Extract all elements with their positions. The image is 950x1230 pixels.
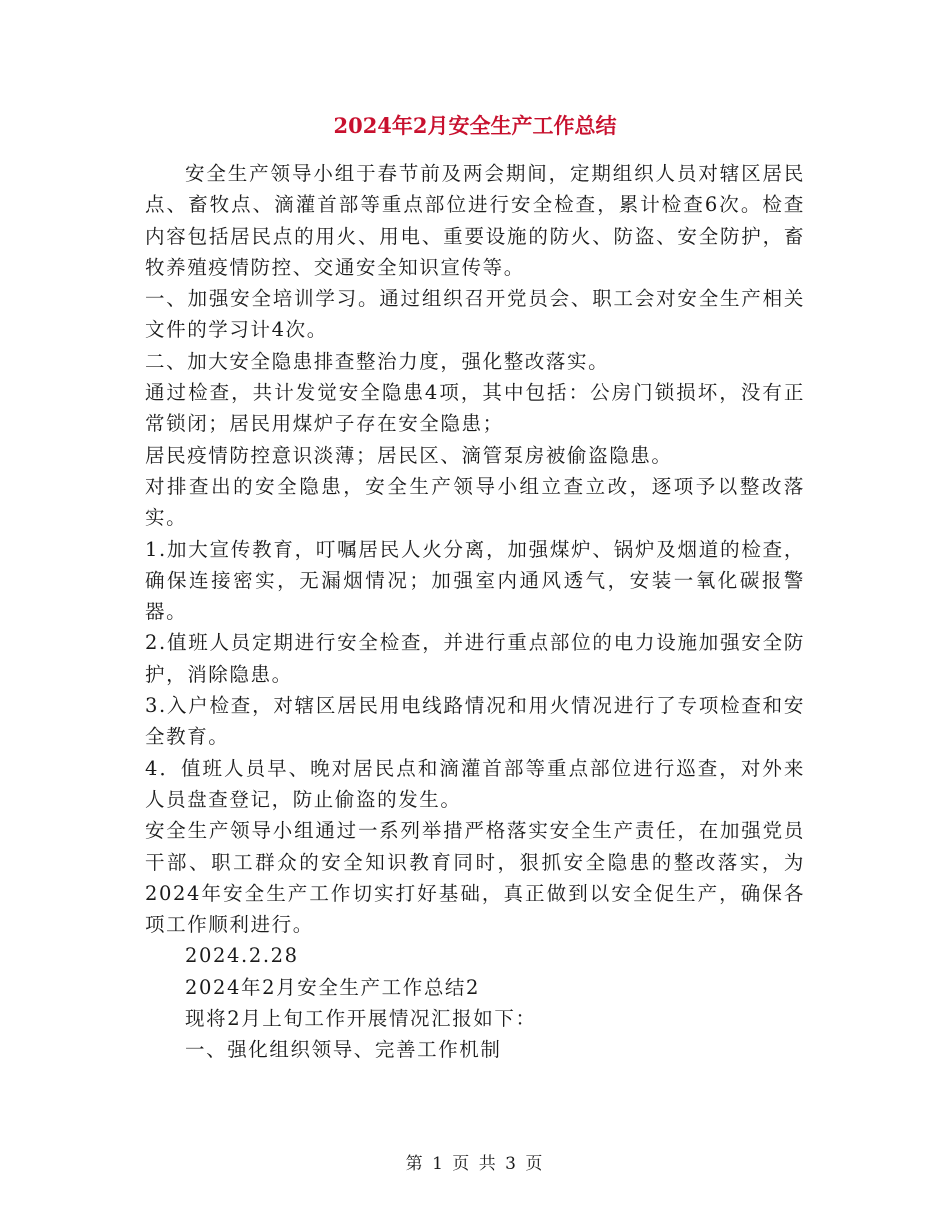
section-one-paragraph: 一、加强安全培训学习。通过组织召开党员会、职工会对安全生产相关文件的学习计4次。 (145, 287, 805, 342)
measure-item-4: 4．值班人员早、晚对居民点和滴灌首部等重点部位进行巡查，对外来人员盘查登记，防止偷盗的发生。 (145, 756, 805, 811)
hazard-findings-continued: 居民疫情防控意识淡薄；居民区、滴管泵房被偷盗隐患。 (145, 443, 673, 467)
rectification-paragraph: 对排查出的安全隐患，安全生产领导小组立查立改，逐项予以整改落实。 (145, 474, 805, 530)
section-two-heading: 二、加大安全隐患排查整治力度，强化整改落实。 (145, 349, 610, 373)
measure-item-2: 2.值班人员定期进行安全检查，并进行重点部位的电力设施加强安全防护，消除隐患。 (145, 631, 805, 686)
measure-item-1: 1.加大宣传教育，叮嘱居民人火分离，加强煤炉、锅炉及烟道的检查，确保连接密实，无漏烟情况；加强室内通风透气，安装一氧化碳报警器。 (145, 537, 805, 624)
measure-item-3: 3.入户检查，对辖区居民用电线路情况和用火情况进行了专项检查和安全教育。 (145, 694, 805, 749)
intro-paragraph: 安全生产领导小组于春节前及两会期间，定期组织人员对辖区居民点、畜牧点、滴灌首部等重点部位进行安全检查，累计检查6次。检查内容包括居民点的用火、用电、重要设施的防火、防盗、安全防护，畜牧养殖疫情防控、交通安全知识宣传等。 (145, 162, 805, 279)
document-title: 2024年2月安全生产工作总结 (333, 113, 617, 138)
document-body (145, 158, 805, 1066)
report-section-one-heading: 一、强化组织领导、完善工作机制 (185, 1038, 502, 1062)
summary-paragraph: 安全生产领导小组通过一系列举措严格落实安全生产责任，在加强党员干部、职工群众的安全知识教育同时，狠抓安全隐患的整改落实，为2024年安全生产工作切实打好基础，真正做到以安全促生产，确保各项工作顺利进行。 (145, 819, 805, 937)
page-number-footer: 第 1 页 共 3 页 (405, 1154, 545, 1174)
document-date: 2024.2.28 (185, 944, 299, 968)
second-document-title: 2024年2月安全生产工作总结2 (185, 975, 481, 999)
hazard-findings-paragraph: 通过检查，共计发觉安全隐患4项，其中包括：公房门锁损坏，没有正常锁闭；居民用煤炉子存在安全隐患； (145, 381, 805, 436)
report-intro: 现将2月上旬工作开展情况汇报如下： (185, 1007, 537, 1031)
